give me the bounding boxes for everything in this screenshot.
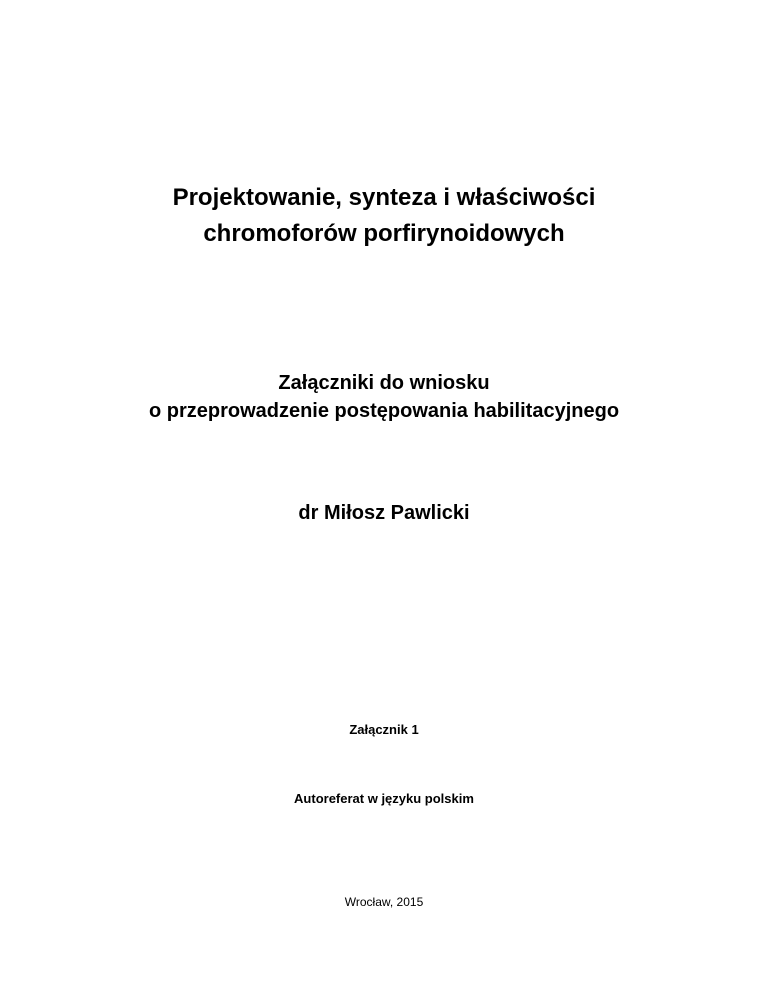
attachment-title: Autoreferat w języku polskim	[294, 791, 474, 806]
document-subtitle-line-2: o przeprowadzenie postępowania habilitacyjnego	[148, 400, 620, 422]
attachment-number: Załącznik 1	[349, 722, 419, 737]
author-name: dr Miłosz Pawlicki	[298, 502, 470, 524]
document-subtitle-line-1: Załączniki do wniosku	[278, 372, 490, 394]
document-title-line-1: Projektowanie, synteza i właściwości	[172, 184, 596, 211]
document-title-line-2: chromoforów porfirynoidowych	[203, 220, 565, 247]
place-and-date: Wrocław, 2015	[344, 895, 424, 909]
